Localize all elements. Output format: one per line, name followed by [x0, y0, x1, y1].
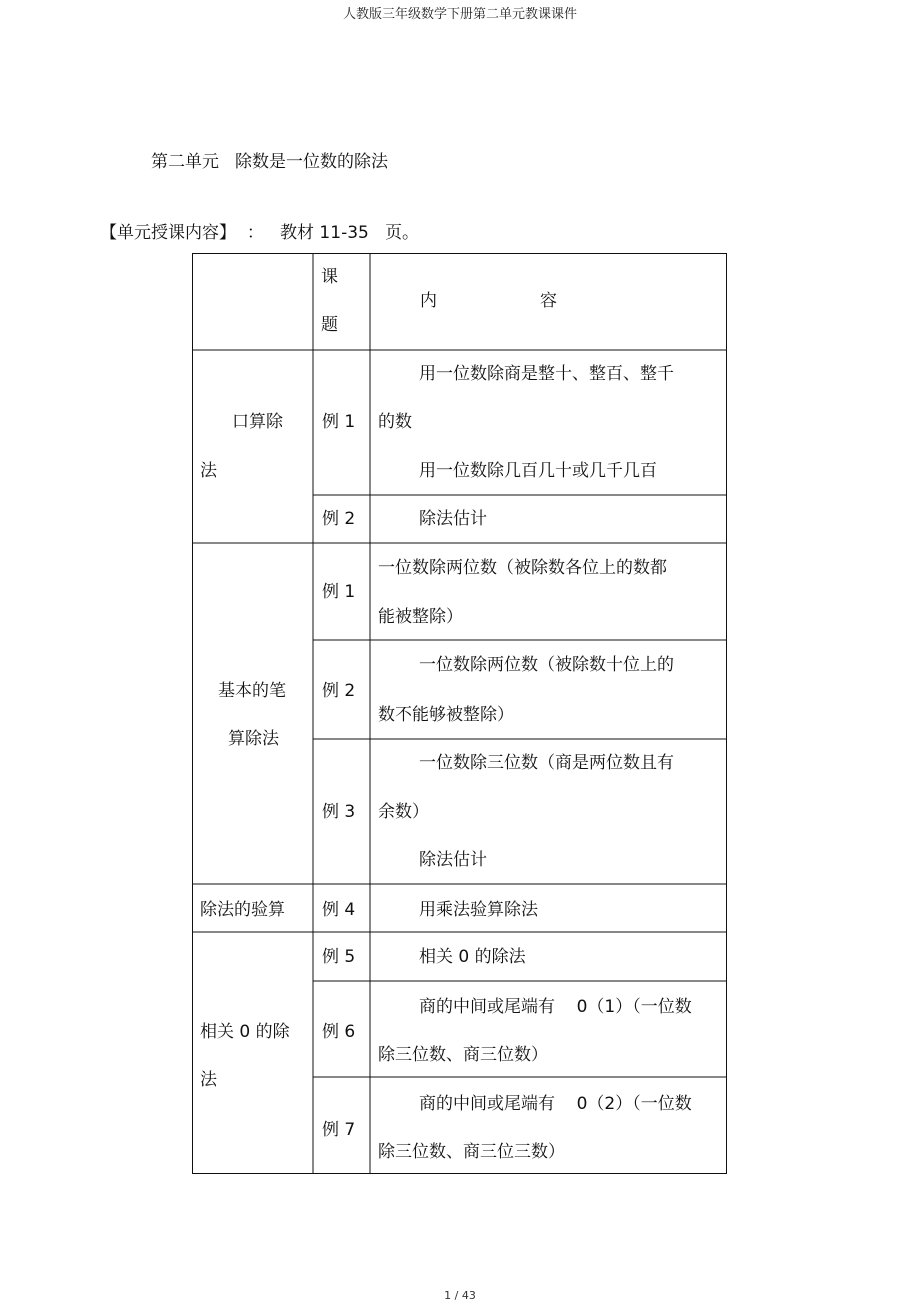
content-line: 相关 0 的除法 — [419, 947, 526, 967]
scope-sep: ： — [246, 223, 264, 243]
content-line: 能被整除） — [378, 607, 463, 627]
head-topic-2: 题 — [321, 315, 338, 335]
scope-label: 【单元授课内容】 — [100, 223, 236, 243]
content-line: 用乘法验算除法 — [419, 900, 538, 920]
content-line: 用一位数除几百几十或几千几百 — [419, 461, 657, 481]
example-label: 例 2 — [322, 509, 356, 529]
example-label: 例 2 — [322, 681, 356, 701]
content-line: 一位数除两位数（被除数十位上的 — [419, 655, 674, 675]
example-label: 例 4 — [322, 900, 356, 920]
content-line: 除三位数、商三位三数） — [378, 1142, 565, 1162]
head-content-2: 容 — [540, 291, 557, 311]
example-label: 例 1 — [322, 582, 356, 602]
head-topic-1: 课 — [321, 267, 338, 287]
content-line: 一位数除两位数（被除数各位上的数都 — [378, 558, 667, 578]
content-line: 除三位数、商三位数） — [378, 1045, 548, 1065]
group-name: 法 — [200, 1070, 217, 1090]
content-line: 除法估计 — [419, 850, 487, 870]
group-name: 法 — [200, 461, 217, 481]
group-name: 口算除 — [232, 412, 283, 432]
unit-scope — [100, 218, 419, 243]
document-header: 人教版三年级数学下册第二单元教课课件 — [342, 7, 577, 22]
unit-label: 第二单元 — [151, 152, 219, 172]
content-line: 余数） — [378, 802, 429, 822]
example-label: 例 6 — [322, 1022, 356, 1042]
group-name: 算除法 — [228, 729, 279, 749]
group-name: 基本的笔 — [218, 681, 286, 701]
scope-suffix: 页。 — [385, 223, 420, 243]
example-label: 例 5 — [322, 947, 356, 967]
page-number: 1 / 43 — [444, 1289, 476, 1302]
lesson-table — [192, 253, 727, 1174]
content-line: 用一位数除商是整十、整百、整千 — [419, 364, 674, 384]
content-line: 除法估计 — [419, 509, 487, 529]
content-line: 数不能够被整除） — [378, 705, 514, 725]
example-label: 例 1 — [322, 412, 356, 432]
group-name: 除法的验算 — [200, 900, 285, 920]
content-line: 一位数除三位数（商是两位数且有 — [419, 753, 674, 773]
content-line: 商的中间或尾端有 0（2）（一位数 — [419, 1094, 692, 1114]
content-line: 商的中间或尾端有 0（1）（一位数 — [419, 997, 692, 1017]
head-content-1: 内 — [420, 291, 437, 311]
unit-title — [151, 147, 404, 172]
scope-text: 教材 11-35 — [280, 223, 369, 243]
example-label: 例 7 — [322, 1120, 356, 1140]
group-name: 相关 0 的除 — [200, 1022, 290, 1042]
unit-name: 除数是一位数的除法 — [235, 152, 388, 172]
example-label: 例 3 — [322, 802, 356, 822]
content-line: 的数 — [378, 412, 412, 432]
